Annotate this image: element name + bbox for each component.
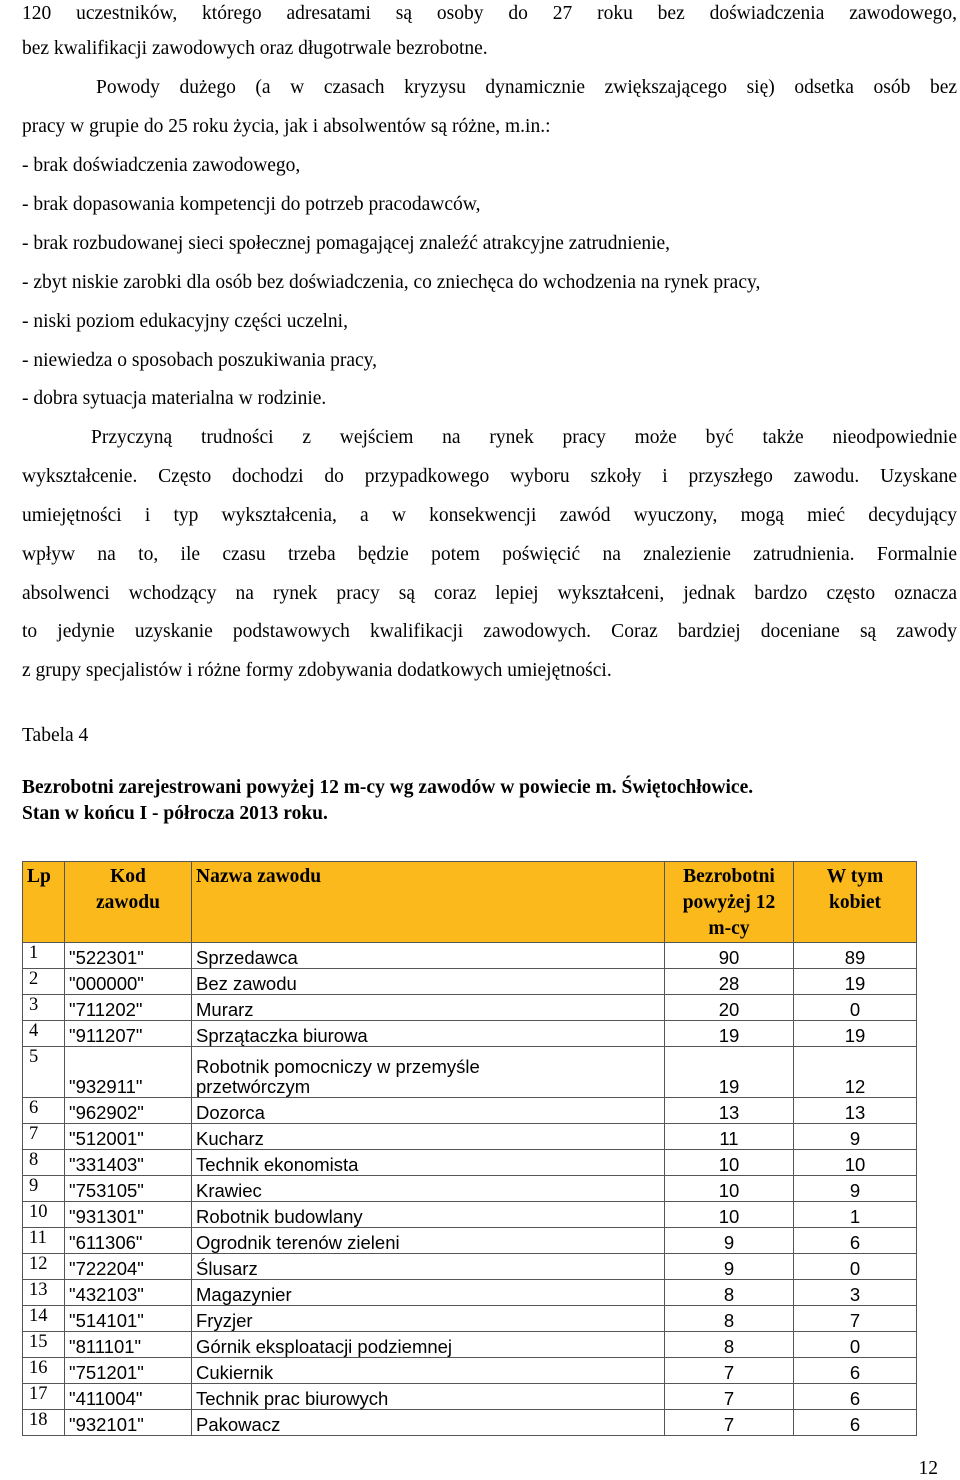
cell-lp: 11 <box>23 1228 65 1254</box>
table-row <box>23 995 917 1021</box>
table-row <box>23 1228 917 1254</box>
cell-bezrobotni: 19 <box>665 1021 794 1047</box>
cell-bezrobotni: 7 <box>665 1358 794 1384</box>
cell-kod: "432103" <box>65 1280 192 1306</box>
cell-kobiet: 6 <box>794 1358 917 1384</box>
cell-nazwa: Sprzątaczka biurowa <box>192 1021 665 1047</box>
paragraph-line: umiejętności i typ wykształcenia, a w konsekwencji zawód wyuczony, mogą mieć decydujący <box>22 505 957 526</box>
page-number: 12 <box>918 1458 938 1479</box>
cell-lp: 4 <box>23 1021 65 1047</box>
cell-nazwa: Sprzedawca <box>192 943 665 969</box>
cell-nazwa: Pakowacz <box>192 1410 665 1436</box>
cell-kod: "911207" <box>65 1021 192 1047</box>
cell-kod: "411004" <box>65 1384 192 1410</box>
cell-kod: "514101" <box>65 1306 192 1332</box>
header-kod <box>65 862 192 943</box>
cell-kobiet: 19 <box>794 1021 917 1047</box>
header-kobiet-line: W tym <box>826 866 884 887</box>
cell-lp: 13 <box>23 1280 65 1306</box>
cell-kobiet: 12 <box>794 1047 917 1098</box>
header-bezrobotni-line: m-cy <box>708 918 750 939</box>
cell-kobiet: 6 <box>794 1228 917 1254</box>
table-row <box>23 1047 917 1098</box>
cell-nazwa: Kucharz <box>192 1124 665 1150</box>
cell-kod: "512001" <box>65 1124 192 1150</box>
cell-kod: "932911" <box>65 1047 192 1098</box>
cell-kod: "722204" <box>65 1254 192 1280</box>
table-row <box>23 1176 917 1202</box>
table-row <box>23 1384 917 1410</box>
bullet-item: - brak dopasowania kompetencji do potrzeb pracodawców, <box>22 194 481 215</box>
bullet-item: - dobra sytuacja materialna w rodzinie. <box>22 388 327 409</box>
cell-bezrobotni: 7 <box>665 1384 794 1410</box>
cell-lp: 1 <box>23 943 65 969</box>
cell-kobiet: 10 <box>794 1150 917 1176</box>
cell-bezrobotni: 90 <box>665 943 794 969</box>
table-row <box>23 1410 917 1436</box>
cell-bezrobotni: 10 <box>665 1150 794 1176</box>
table-row <box>23 1202 917 1228</box>
cell-kod: "962902" <box>65 1098 192 1124</box>
cell-nazwa: Fryzjer <box>192 1306 665 1332</box>
cell-lp: 5 <box>23 1047 65 1098</box>
paragraph-line: to jedynie uzyskanie podstawowych kwalifikacji zawodowych. Coraz bardziej doceniane są zawody <box>22 621 957 642</box>
cell-kod: "931301" <box>65 1202 192 1228</box>
cell-bezrobotni: 20 <box>665 995 794 1021</box>
cell-kobiet: 1 <box>794 1202 917 1228</box>
table-row <box>23 943 917 969</box>
table-header-row <box>23 862 917 943</box>
header-kod-line: Kod <box>110 866 146 887</box>
header-nazwa: Nazwa zawodu <box>192 862 665 943</box>
cell-kobiet: 6 <box>794 1384 917 1410</box>
cell-lp: 15 <box>23 1332 65 1358</box>
cell-nazwa: Magazynier <box>192 1280 665 1306</box>
cell-bezrobotni: 28 <box>665 969 794 995</box>
cell-nazwa-line: przetwórczym <box>196 1076 311 1097</box>
cell-kod: "711202" <box>65 995 192 1021</box>
cell-bezrobotni: 8 <box>665 1306 794 1332</box>
table-row <box>23 1332 917 1358</box>
paragraph-line: pracy w grupie do 25 roku życia, jak i absolwentów są różne, m.in.: <box>22 116 551 137</box>
paragraph-line: 120 uczestników, którego adresatami są osoby do 27 roku bez doświadczenia zawodowego, <box>22 3 957 24</box>
cell-lp: 9 <box>23 1176 65 1202</box>
cell-nazwa: Krawiec <box>192 1176 665 1202</box>
paragraph-line: z grupy specjalistów i różne formy zdobywania dodatkowych umiejętności. <box>22 660 612 681</box>
cell-lp: 16 <box>23 1358 65 1384</box>
cell-nazwa: Robotnik budowlany <box>192 1202 665 1228</box>
cell-kobiet: 9 <box>794 1176 917 1202</box>
paragraph-line: Przyczyną trudności z wejściem na rynek pracy może być także nieodpowiednie <box>91 427 957 448</box>
cell-bezrobotni: 13 <box>665 1098 794 1124</box>
cell-kobiet: 3 <box>794 1280 917 1306</box>
cell-lp: 7 <box>23 1124 65 1150</box>
cell-lp: 14 <box>23 1306 65 1332</box>
paragraph-line: wykształcenie. Często dochodzi do przypadkowego wyboru szkoły i przyszłego zawodu. Uzyskane <box>22 466 957 487</box>
cell-nazwa: Ślusarz <box>192 1254 665 1280</box>
table-row <box>23 1150 917 1176</box>
bullet-item: - zbyt niskie zarobki dla osób bez doświadczenia, co zniechęca do wchodzenia na rynek pracy, <box>22 272 761 293</box>
table-label: Tabela 4 <box>22 725 89 746</box>
cell-kobiet: 6 <box>794 1410 917 1436</box>
cell-kobiet: 7 <box>794 1306 917 1332</box>
paragraph-line: wpływ na to, ile czasu trzeba będzie potem poświęcić na znalezienie zatrudnienia. Formalnie <box>22 544 957 565</box>
table-row <box>23 1358 917 1384</box>
cell-nazwa: Bez zawodu <box>192 969 665 995</box>
cell-kod: "611306" <box>65 1228 192 1254</box>
cell-nazwa-line: Robotnik pomocniczy w przemyśle <box>196 1056 480 1077</box>
cell-nazwa <box>192 1047 665 1098</box>
bullet-item: - brak rozbudowanej sieci społecznej pomagającej znaleźć atrakcyjne zatrudnienie, <box>22 233 671 254</box>
table-row <box>23 1124 917 1150</box>
cell-lp: 6 <box>23 1098 65 1124</box>
cell-lp: 12 <box>23 1254 65 1280</box>
cell-kobiet: 0 <box>794 1254 917 1280</box>
cell-kobiet: 13 <box>794 1098 917 1124</box>
cell-lp: 18 <box>23 1410 65 1436</box>
cell-kobiet: 9 <box>794 1124 917 1150</box>
cell-nazwa: Cukiernik <box>192 1358 665 1384</box>
cell-kod: "522301" <box>65 943 192 969</box>
cell-kod: "932101" <box>65 1410 192 1436</box>
cell-bezrobotni: 9 <box>665 1228 794 1254</box>
table-row <box>23 1098 917 1124</box>
header-kobiet <box>794 862 917 943</box>
bullet-item: - niski poziom edukacyjny części uczelni, <box>22 311 348 332</box>
cell-lp: 2 <box>23 969 65 995</box>
cell-bezrobotni: 11 <box>665 1124 794 1150</box>
cell-nazwa: Murarz <box>192 995 665 1021</box>
table-row <box>23 1306 917 1332</box>
header-bezrobotni-line: Bezrobotni <box>683 866 775 887</box>
cell-kod: "000000" <box>65 969 192 995</box>
cell-kod: "753105" <box>65 1176 192 1202</box>
header-kod-line: zawodu <box>96 892 160 913</box>
cell-kobiet: 89 <box>794 943 917 969</box>
header-kobiet-line: kobiet <box>828 892 881 913</box>
cell-nazwa: Technik ekonomista <box>192 1150 665 1176</box>
cell-lp: 3 <box>23 995 65 1021</box>
cell-bezrobotni: 8 <box>665 1280 794 1306</box>
paragraph-line: absolwenci wchodzący na rynek pracy są coraz lepiej wykształceni, jednak bardzo często oznacza <box>22 583 957 604</box>
cell-bezrobotni: 8 <box>665 1332 794 1358</box>
cell-kobiet: 0 <box>794 995 917 1021</box>
header-bezrobotni <box>665 862 794 943</box>
table-row <box>23 1280 917 1306</box>
cell-lp: 8 <box>23 1150 65 1176</box>
cell-nazwa: Dozorca <box>192 1098 665 1124</box>
cell-kod: "751201" <box>65 1358 192 1384</box>
table-row <box>23 969 917 995</box>
header-bezrobotni-line: powyżej 12 <box>682 892 776 913</box>
cell-nazwa: Górnik eksploatacji podziemnej <box>192 1332 665 1358</box>
cell-bezrobotni: 19 <box>665 1047 794 1098</box>
cell-bezrobotni: 10 <box>665 1176 794 1202</box>
cell-bezrobotni: 9 <box>665 1254 794 1280</box>
paragraph-line: Powody dużego (a w czasach kryzysu dynamicznie zwiększającego się) odsetka osób bez <box>96 77 957 98</box>
table-row <box>23 1254 917 1280</box>
cell-kod: "331403" <box>65 1150 192 1176</box>
table-row <box>23 1021 917 1047</box>
unemployed-table <box>22 861 917 1436</box>
header-lp: Lp <box>23 862 65 943</box>
cell-kobiet: 0 <box>794 1332 917 1358</box>
cell-kod: "811101" <box>65 1332 192 1358</box>
bullet-item: - niewiedza o sposobach poszukiwania pracy, <box>22 350 378 371</box>
cell-bezrobotni: 7 <box>665 1410 794 1436</box>
table-title: Bezrobotni zarejestrowani powyżej 12 m-cy wg zawodów w powiecie m. Świętochłowice. <box>22 777 754 798</box>
table-subtitle: Stan w końcu I - półrocza 2013 roku. <box>22 803 328 824</box>
bullet-item: - brak doświadczenia zawodowego, <box>22 155 301 176</box>
cell-kobiet: 19 <box>794 969 917 995</box>
cell-lp: 10 <box>23 1202 65 1228</box>
paragraph-line: bez kwalifikacji zawodowych oraz długotrwale bezrobotne. <box>22 38 488 59</box>
cell-nazwa: Ogrodnik terenów zieleni <box>192 1228 665 1254</box>
cell-bezrobotni: 10 <box>665 1202 794 1228</box>
cell-nazwa: Technik prac biurowych <box>192 1384 665 1410</box>
cell-lp: 17 <box>23 1384 65 1410</box>
